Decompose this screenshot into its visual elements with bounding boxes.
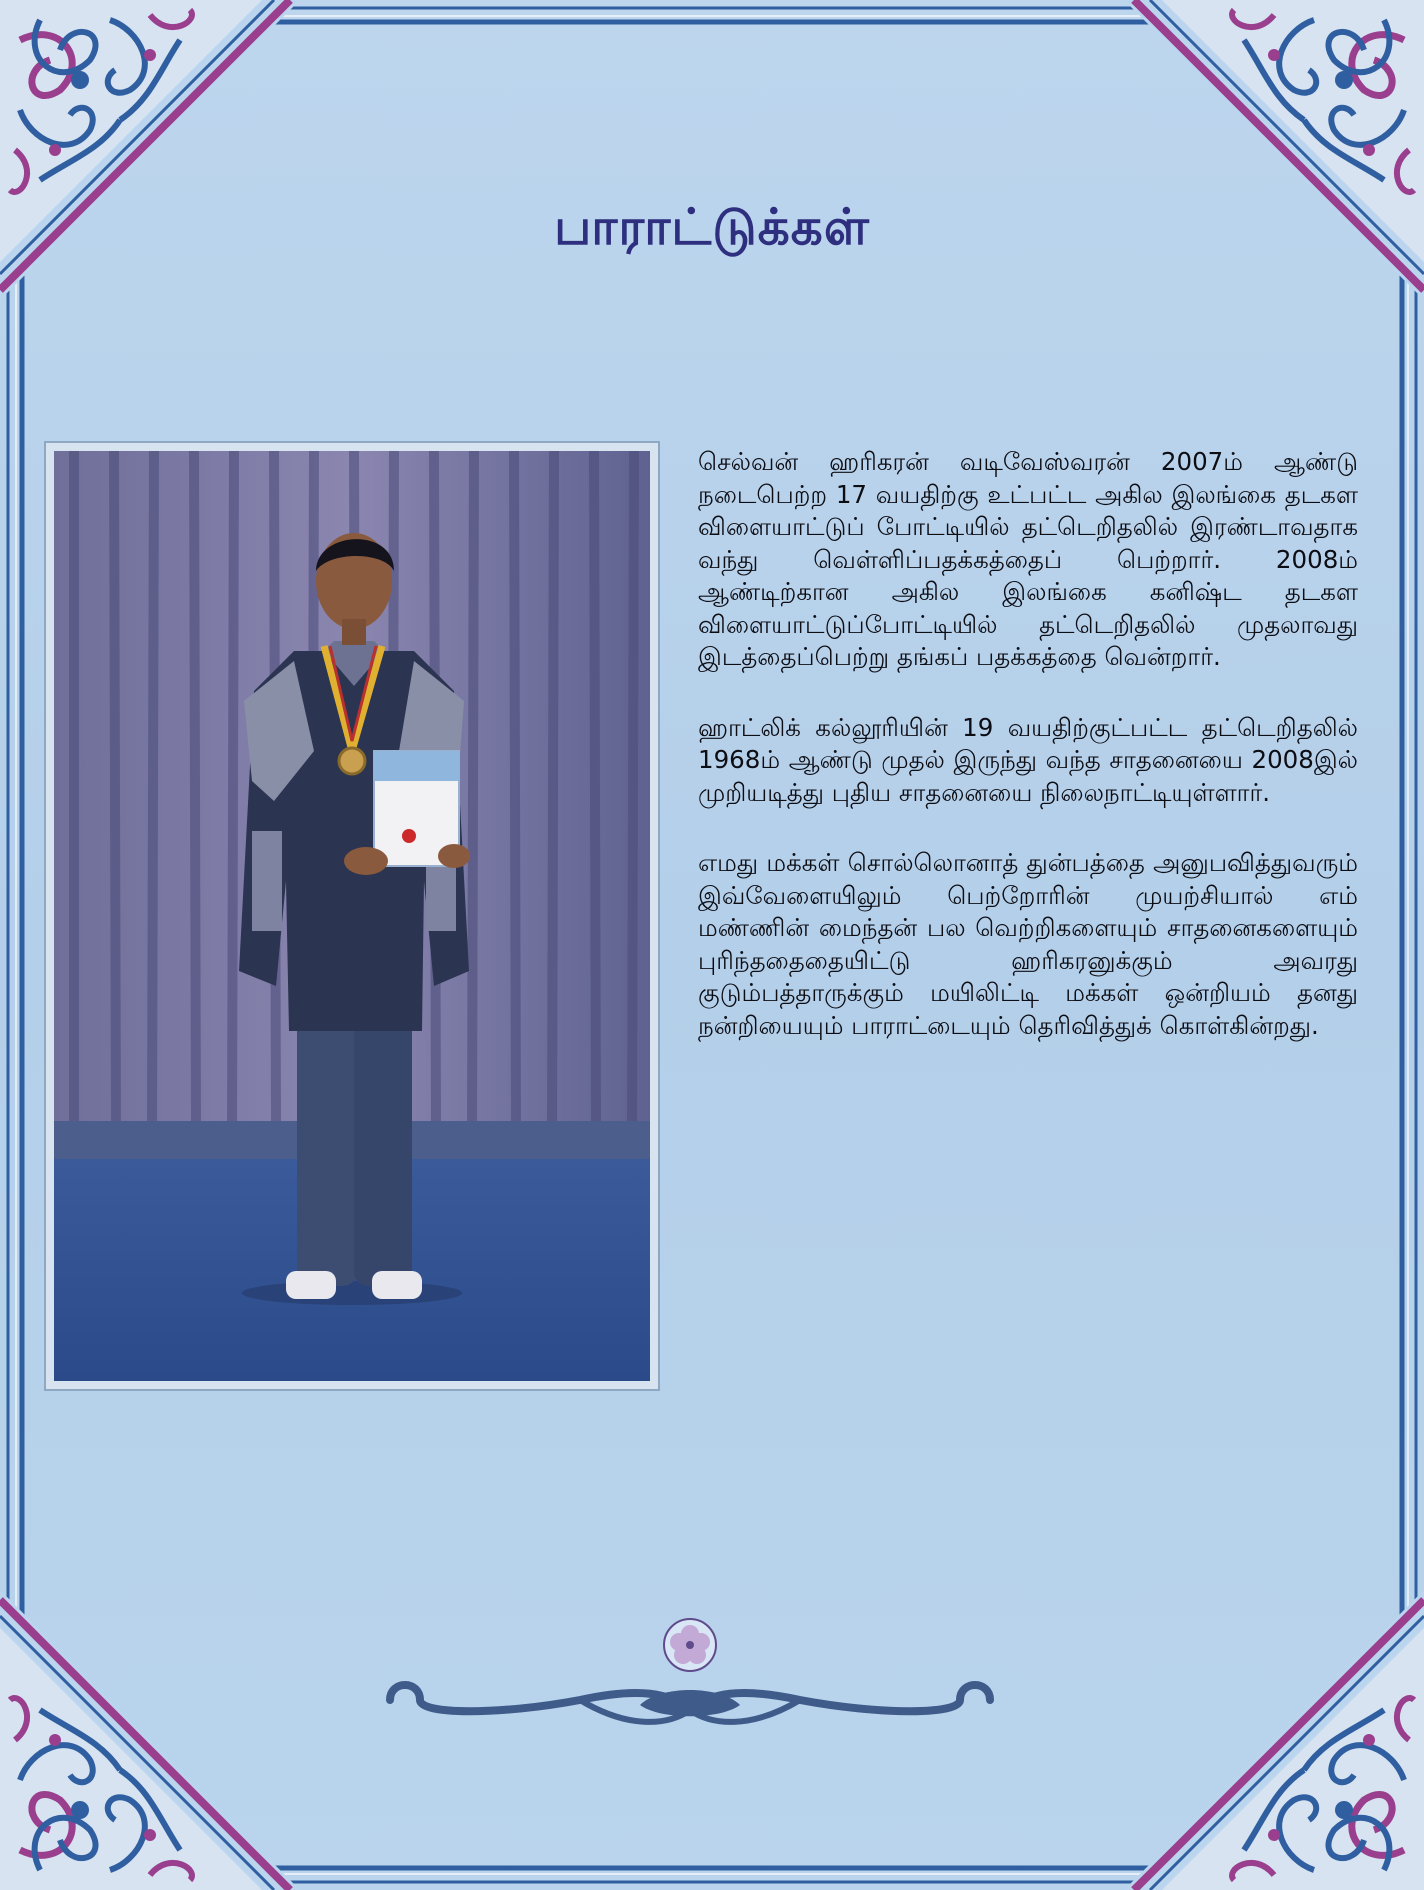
flower-icon — [664, 1619, 716, 1671]
corner-ornament-icon — [1124, 1590, 1424, 1890]
paragraph: எமது மக்கள் சொல்லொனாத் துன்பத்தை அனுபவித்துவரும் இவ்வேளையிலும் பெற்றோரின் முயற்சியால் எம் மண்ணின் மைந்தன் பல வெற்றிகளையும் சாதனைகளையும் புரிந்ததைதையிட்டு ஹரிகரனுக்கும் அவரது குடும்பத்தாருக்கும் மயிலிட்டி மக்கள் ஒன்றியம் தனது நன்றியையும் பாராட்டையும் தெரிவித்துக் கொள்கின்றது. — [698, 848, 1358, 1040]
body-text — [698, 446, 1358, 1080]
paragraph: செல்வன் ஹரிகரன் வடிவேஸ்வரன் 2007ம் ஆண்டு நடைபெற்ற 17 வயதிற்கு உட்பட்ட அகில இலங்கை தடகள விளையாட்டுப் போட்டியில் தட்டெறிதலில் இரண்டாவதாக வந்து வெள்ளிப்பதக்கத்தைப் பெற்றார். 2008ம் ஆண்டிற்கான அகில இலங்கை கனிஷ்ட தடகள விளையாட்டுப்போட்டியில் தட்டெறிதலில் முதலாவது இடத்தைப்பெற்று தங்கப் பதக்கத்தை வென்றார். — [698, 447, 1358, 671]
paragraph: ஹாட்லிக் கல்லூரியின் 19 வயதிற்குட்பட்ட தட்டெறிதலில் 1968ம் ஆண்டு முதல் இருந்து வந்த சாதனையை 2008இல் முறியடித்து புதிய சாதனையை நிலைநாட்டியுள்ளார். — [698, 712, 1358, 807]
page-title: பாராட்டுக்கள் — [554, 198, 870, 256]
athlete-photo — [54, 451, 650, 1381]
scroll-ornament-icon — [380, 1615, 1000, 1735]
corner-ornament-icon — [0, 1590, 300, 1890]
portrait-photo — [44, 441, 660, 1391]
